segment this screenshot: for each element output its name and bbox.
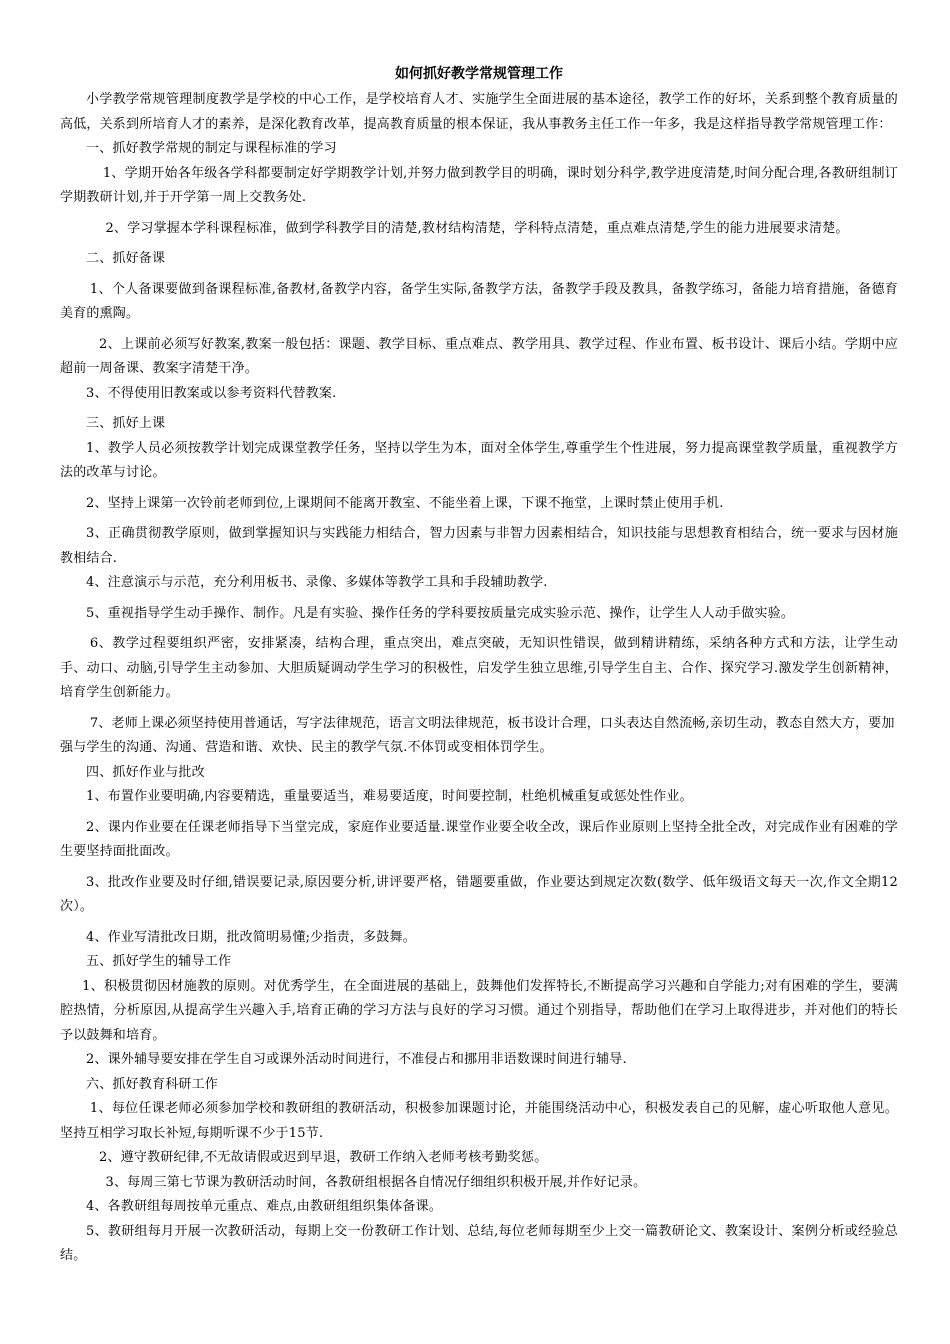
paragraph-6-5: 5、教研组每月开展一次教研活动，每期上交一份教研工作计划、总结,每位老师每期至少上交一篇教研论文、教案设计、案例分析或经验总结。 [60, 1223, 898, 1263]
paragraph-4-2: 2、课内作业要在任课老师指导下当堂完成，家庭作业要适量.课堂作业要全收全改，课后作业原则上坚持全批全改，对完成作业有困难的学生要坚持面批面改。 [60, 819, 898, 859]
paragraph-1-1: 1、学期开始各年级各学科都要制定好学期教学计划,并努力做到教学目的明确，课时划分科学,教学进度清楚,时间分配合理,各教研组制订学期教研计划,并于开学第一周上交教务处. [60, 165, 898, 205]
paragraph-3-7: 7、老师上课必须坚持使用普通话，写字法律规范，语言文明法律规范，板书设计合理，口头表达自然流畅,亲切生动，教态自然大方，要加 [89, 715, 895, 731]
paragraph-3-4: 4、注意演示与示范，充分利用板书、录像、多媒体等教学工具和手段辅助教学. [86, 575, 548, 590]
paragraph-2-1: 1、个人备课要做到备课程标准,备教材,备教学内容，备学生实际,备教学方法，备教学手段及教具，备教学练习，备能力培育措施，备德育美育的熏陶。 [60, 281, 898, 321]
paragraph-6-3: 3、每周三第七节课为教研活动时间，各教研组根据各自情况仔细组织积极开展,并作好记录。 [105, 1174, 647, 1190]
section-heading-2: 二、抓好备课 [86, 251, 166, 266]
paragraph-3-6: 6、教学过程要组织严密，安排紧凑，结构合理，重点突出，难点突破，无知识性错误，做到精讲精练，采纳各种方式和方法，让学生动手、动口、动脑,引导学生主动参加、大胆质疑调动学生学习的积极性，启发学生独立思维,引导学生自主、合作、探究学习.激发学生创新精神，培育学生创新能力。 [60, 636, 898, 700]
paragraph-5-1: 1、积极贯彻因材施教的原则。对优秀学生，在全面进展的基础上，鼓舞他们发挥特长,不断提高学习兴趣和自学能力;对有困难的学生，要满腔热情，分析原因,从提高学生兴趣入手,培育正确的学习方法与良好的学习习惯。通过个别指导，帮助他们在学习上取得进步，并对他们的特长予以鼓舞和培育。 [60, 978, 898, 1043]
paragraph-4-1: 1、布置作业要明确,内容要精选，重量要适当，难易要适度，时间要控制，杜绝机械重复或惩处性作业。 [86, 789, 693, 804]
section-heading-5: 五、抓好学生的辅导工作 [86, 954, 232, 969]
paragraph-3-5: 5、重视指导学生动手操作、制作。凡是有实验、操作任务的学科要按质量完成实验示范、操作，让学生人人动手做实验。 [86, 605, 795, 621]
section-heading-4: 四、抓好作业与批改 [86, 764, 205, 780]
paragraph-4-4: 4、作业写清批改日期，批改简明易懂;少指责，多鼓舞。 [86, 929, 416, 945]
paragraph-4-3: 3、批改作业要及时仔细,错误要记录,原因要分析,讲评要严格，错题要重做，作业要达到规定次数(数学、低年级语文每天一次,作文全期12次）。 [60, 874, 898, 914]
paragraph-6-1: 1、每位任课老师必须参加学校和教研组的教研活动，积极参加课题讨论，并能围绕活动中心，积极发表自己的见解，虚心听取他人意见。坚持互相学习取长补短,每期听课不少于15节. [60, 1101, 898, 1141]
paragraph-3-3: 3、正确贯彻教学原则，做到掌握知识与实践能力相结合，智力因素与非智力因素相结合，知识技能与思想教育相结合，统一要求与因材施教相结合. [60, 526, 898, 566]
paragraph-6-4: 4、各教研组每周按单元重点、难点,由教研组组织集体备课。 [86, 1199, 443, 1214]
section-heading-1: 一、抓好教学常规的制定与课程标准的学习 [86, 141, 337, 156]
document-page [60, 62, 898, 1269]
paragraph-6-2: 2、遵守教研纪律,不无故请假或迟到早退，教研工作纳入老师考核考勤奖惩。 [99, 1150, 548, 1165]
intro-paragraph: 小学教学常规管理制度教学是学校的中心工作，是学校培育人才、实施学生全面进展的基本途径，教学工作的好坏，关系到整个教育质量的高低，关系到所培育人才的素养，是深化教育改革，提高教育质量的根本保证，我从事教务主任工作一年多，我是这样指导教学常规管理工作： [60, 92, 898, 132]
paragraph-1-2: 2、学习掌握本学科课程标准，做到学科教学目的清楚,教材结构清楚，学科特点清楚，重点难点清楚,学生的能力进展要求清楚。 [105, 220, 849, 236]
document-title: 如何抓好教学常规管理工作 [395, 66, 563, 82]
paragraph-3-7-continued: 强与学生的沟通、沟通、营造和谐、欢快、民主的教学气氛.不体罚或变相体罚学生。 [60, 740, 553, 755]
paragraph-2-2: 2、上课前必须写好教案,教案一般包括：课题、教学目标、重点难点、教学用具、教学过程、作业布置、板书设计、课后小结。学期中应超前一周备课、教案字清楚干净。 [60, 336, 898, 376]
paragraph-2-3: 3、不得使用旧教案或以参考资料代替教案. [86, 385, 337, 401]
section-heading-6: 六、抓好教育科研工作 [86, 1076, 219, 1092]
paragraph-5-2: 2、课外辅导要安排在学生自习或课外活动时间进行，不准侵占和挪用非语数课时间进行辅导. [86, 1052, 627, 1067]
paragraph-3-2: 2、坚持上课第一次铃前老师到位,上课期间不能离开教室、不能坐着上课，下课不拖堂，上课时禁止使用手机. [86, 495, 724, 511]
section-heading-3: 三、抓好上课 [86, 416, 166, 431]
paragraph-3-1: 1、教学人员必须按教学计划完成课堂教学任务，坚持以学生为本，面对全体学生,尊重学生个性进展，努力提高课堂教学质量，重视教学方法的改革与讨论。 [60, 440, 898, 480]
